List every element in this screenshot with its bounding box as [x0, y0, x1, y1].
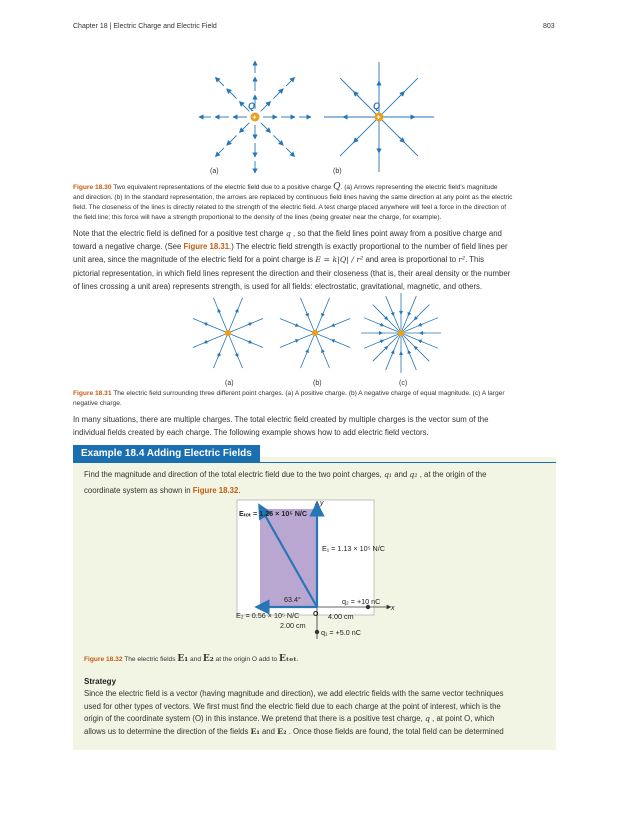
- field-line-arrow: [333, 340, 337, 341]
- field-line-arrow: [219, 352, 220, 356]
- figure-18-32-caption: Figure 18.32 The electric fields E₁ and E₂ at the origin O add to Eₜₒₜ.: [84, 654, 299, 664]
- field-line-arrow: [409, 351, 411, 355]
- larger-negative-charge: [398, 330, 404, 336]
- charge-q1: [315, 630, 319, 634]
- plus-sign: +: [376, 114, 381, 122]
- field-line: [379, 78, 418, 117]
- field-line-arrow: [294, 340, 298, 341]
- field-line: [340, 78, 379, 117]
- subfigure-label-c: (c): [399, 380, 408, 387]
- figure-18-31: [185, 293, 445, 388]
- link-figure-18-32[interactable]: Figure 18.32: [192, 486, 239, 495]
- figure-18-30: [190, 55, 440, 180]
- field-line-arrow: [205, 341, 209, 342]
- field-line-arrow: [247, 341, 251, 342]
- q2-label: q₂ = +10 nC: [342, 597, 381, 606]
- field-line-arrow: [379, 341, 383, 343]
- x-axis-label: x: [391, 605, 395, 612]
- field-arrow: [228, 90, 236, 98]
- figure-18-30-caption: Figure 18.30 Two equivalent representations of the electric field due to a positive charge Q. (a) Arrows representing the electric field's magnitude and direction. (b) In the standard representation, the arrows are replaced by continuous field lines having the same direction at any point as the electric field. The closeness of the lines is directly related to the strength of the electric field. A test charge placed anywhere will feel a force in the direction of the field line; this force will have a strength proportional to the density of the lines (being greater near the charge, for example).: [73, 182, 513, 221]
- distance-x-label: 4.00 cm: [328, 612, 354, 621]
- negative-charge: [312, 330, 318, 336]
- field-line-arrow: [409, 311, 411, 315]
- subfigure-label-b: (b): [313, 380, 322, 387]
- field-lines-panel-b: [324, 62, 434, 172]
- q1-label: q₁ = +5.0 nC: [321, 628, 361, 637]
- y-axis-label: y: [320, 500, 324, 507]
- field-line-arrow: [247, 324, 251, 325]
- paragraph-multiple-charges: In many situations, there are multiple charges. The total electric field created by multiple charges is the vector sum of the individual fields created by each charge. The following example shows how to add electric field vectors.: [73, 415, 489, 438]
- field-line: [376, 114, 418, 156]
- field-arrows-panel-a: [201, 63, 309, 171]
- larger-negative-charge-field: [361, 293, 441, 373]
- field-line-arrow: [219, 310, 220, 314]
- field-line-arrow: [322, 351, 323, 355]
- field-line-arrow: [355, 93, 359, 97]
- field-arrow: [217, 79, 224, 86]
- field-line-arrow: [294, 324, 298, 325]
- field-arrow: [286, 79, 293, 86]
- field-arrow: [228, 135, 236, 143]
- figure-18-32: [232, 497, 402, 645]
- example-problem: Find the magnitude and direction of the total electric field due to the two point charges, q₁ and q₂ , at the origin of the coordinate system as shown in Figure 18.32.: [84, 470, 487, 495]
- strategy-text: Since the electric field is a vector (having magnitude and direction), we add electric fields with the same vector techniques used for other types of vectors. We first must find the electric field due to each charge at the point of interest, which is the origin of the coordinate system (O) in this instance. We pretend that there is a positive test charge, q , at point O, which allows us to determine the direction of the fields E₁ and E₂ . Once those fields are found, the total field can be determined: [84, 689, 504, 736]
- e2-label: E₂ = 0.56 × 10⁵ N/C: [236, 611, 300, 620]
- field-arrow: [286, 148, 293, 155]
- link-figure-18-31[interactable]: Figure 18.31: [183, 242, 230, 252]
- paragraph-field-lines: Note that the electric field is defined for a positive test charge q , so that the field lines point away from a positive charge and toward a negative charge. (See Figure 18.31.) The electric field strength is exactly proportional to the number of field lines per unit area, since the magnitude of the electric field for a point charge is E = k|Q| / r² and area is proportional to r². This pictorial representation, in which field lines represent the direction and their closeness (that is, their areal density or the number of lines crossing a unit area) represents strength, is used for all fields: electrostatic, gravitational, magnetic, and others.: [73, 229, 511, 291]
- angle-label: 63.4°: [284, 595, 301, 604]
- negative-charge-field: [280, 298, 350, 368]
- field-line-arrow: [384, 316, 387, 319]
- field-line-arrow: [419, 324, 423, 326]
- field-line-arrow: [355, 137, 359, 141]
- example-title: Example 18.4 Adding Electric Fields: [73, 445, 260, 463]
- distance-y-label: 2.00 cm: [280, 621, 306, 630]
- field-line-arrow: [379, 324, 383, 326]
- positive-charge-field: [193, 298, 263, 368]
- subfigure-label-a: (a): [210, 168, 219, 175]
- field-line-arrow: [306, 312, 307, 316]
- field-line-arrow: [419, 341, 423, 343]
- field-arrow: [241, 123, 249, 131]
- plus-sign: +: [252, 114, 257, 122]
- e1-label: E₁ = 1.13 × 10⁵ N/C: [322, 544, 385, 553]
- field-line-arrow: [415, 347, 418, 350]
- page-number: 803: [543, 23, 555, 30]
- charge-label-Q-a: Q: [248, 101, 256, 111]
- field-line-arrow: [415, 316, 418, 319]
- field-line-arrow: [306, 351, 307, 355]
- origin-label: O: [313, 611, 319, 618]
- field-line-arrow: [205, 324, 209, 325]
- charge-label-Q-b: Q: [373, 101, 381, 111]
- field-line-arrow: [322, 312, 323, 316]
- subfigure-label-b: (b): [333, 168, 342, 175]
- field-arrow: [261, 103, 269, 111]
- etot-label: Eₜₒₜ = 1.26 × 10⁵ N/C: [239, 509, 308, 518]
- strategy-heading: Strategy: [84, 677, 117, 686]
- figure-18-31-caption: Figure 18.31 The electric field surrounding three different point charges. (a) A positive charge. (b) A negative charge of equal magnitude. (c) A larger negative charge.: [73, 390, 505, 407]
- subfigure-label-a: (a): [225, 380, 234, 387]
- running-header: Chapter 18 | Electric Charge and Electric Field: [73, 23, 217, 30]
- field-line-arrow: [392, 311, 394, 315]
- field-arrow: [273, 135, 281, 143]
- field-arrow: [217, 148, 224, 155]
- field-arrow: [273, 90, 281, 98]
- field-line-arrow: [333, 324, 337, 325]
- positive-charge: [225, 330, 231, 336]
- field-line-arrow: [384, 347, 387, 350]
- field-line: [340, 114, 381, 156]
- field-line-arrow: [236, 310, 237, 314]
- field-line-arrow: [236, 352, 237, 356]
- field-line-arrow: [392, 351, 394, 355]
- field-arrow: [261, 123, 269, 131]
- field-line-arrow: [399, 93, 403, 97]
- field-line-arrow: [399, 137, 403, 141]
